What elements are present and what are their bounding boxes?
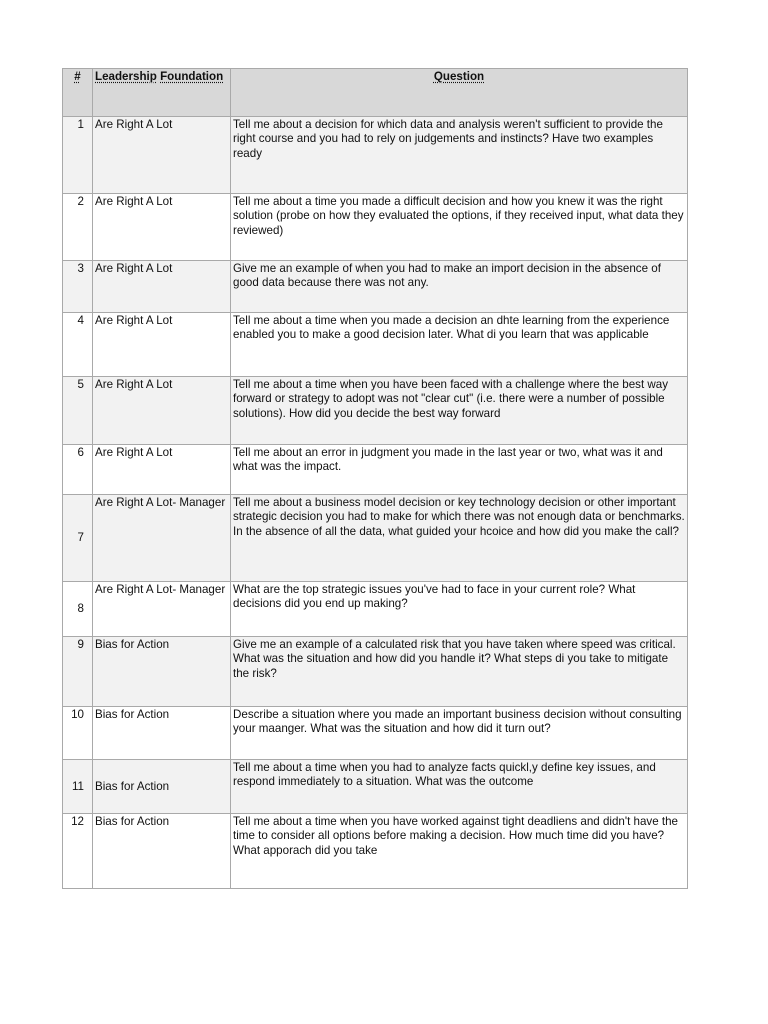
row-question: Tell me about a time when you have worked against tight deadliens and didn't have the time to consider all options before making a decision. How much time did you have? What apporach did you take [231,814,688,889]
header-question: Question [231,69,688,117]
row-leadership-principle: Are Right A Lot [93,377,231,445]
row-number: 10 [63,707,93,760]
row-leadership-principle: Are Right A Lot [93,117,231,194]
table-row [63,313,688,377]
row-question: Give me an example of a calculated risk that you have taken where speed was critical. What was the situation and how did you handle it? What steps di you take to mitigate the risk? [231,637,688,707]
row-leadership-principle: Are Right A Lot [93,313,231,377]
row-number: 2 [63,194,93,261]
table-row [63,637,688,707]
header-leadership-foundation: Leadership Foundation [93,69,231,117]
row-question: Describe a situation where you made an important business decision without consulting your maanger. What was the situation and how did it turn out? [231,707,688,760]
row-leadership-principle: Are Right A Lot- Manager [93,582,231,637]
row-number: 7 [63,495,93,582]
row-question: Give me an example of when you had to make an import decision in the absence of good data because there was not any. [231,261,688,313]
row-number: 8 [63,582,93,637]
header-number: # [63,69,93,117]
table-row [63,261,688,313]
row-question: Tell me about a decision for which data and analysis weren't sufficient to provide the right course and you had to rely on judgements and instincts? Have two examples ready [231,117,688,194]
table-row [63,582,688,637]
row-question: Tell me about a business model decision or key technology decision or other important strategic decision you had to make for which there was not enough data or benchmarks. In the absence of all the data, what guided your hcoice and how did you make the call? [231,495,688,582]
row-question: Tell me about a time when you have been faced with a challenge where the best way forward or strategy to adopt was not "clear cut" (i.e. there were a number of possible solutions). How did you decide the best way forward [231,377,688,445]
row-leadership-principle: Bias for Action [93,707,231,760]
questions-table [62,68,688,889]
row-question: Tell me about a time when you had to analyze facts quickl,y define key issues, and respond immediately to a situation. What was the outcome [231,760,688,814]
row-number: 11 [63,760,93,814]
table-row [63,495,688,582]
row-number: 4 [63,313,93,377]
row-leadership-principle: Bias for Action [93,760,231,814]
row-number: 1 [63,117,93,194]
row-question: Tell me about a time when you made a decision an dhte learning from the experience enabled you to make a good decision later. What di you learn that was applicable [231,313,688,377]
row-number: 12 [63,814,93,889]
table-row [63,814,688,889]
row-question: Tell me about a time you made a difficult decision and how you knew it was the right solution (probe on how they evaluated the options, if they received input, what data they reviewed) [231,194,688,261]
row-number: 6 [63,445,93,495]
header-row [63,69,688,117]
table-row [63,377,688,445]
table-row [63,707,688,760]
table-row [63,194,688,261]
row-number: 5 [63,377,93,445]
row-number: 3 [63,261,93,313]
row-number: 9 [63,637,93,707]
row-leadership-principle: Bias for Action [93,814,231,889]
row-leadership-principle: Bias for Action [93,637,231,707]
row-leadership-principle: Are Right A Lot [93,261,231,313]
row-leadership-principle: Are Right A Lot [93,445,231,495]
row-question: Tell me about an error in judgment you made in the last year or two, what was it and what was the impact. [231,445,688,495]
table-row [63,445,688,495]
row-question: What are the top strategic issues you've had to face in your current role? What decisions did you end up making? [231,582,688,637]
row-leadership-principle: Are Right A Lot- Manager [93,495,231,582]
table-row [63,760,688,814]
row-leadership-principle: Are Right A Lot [93,194,231,261]
table-row [63,117,688,194]
